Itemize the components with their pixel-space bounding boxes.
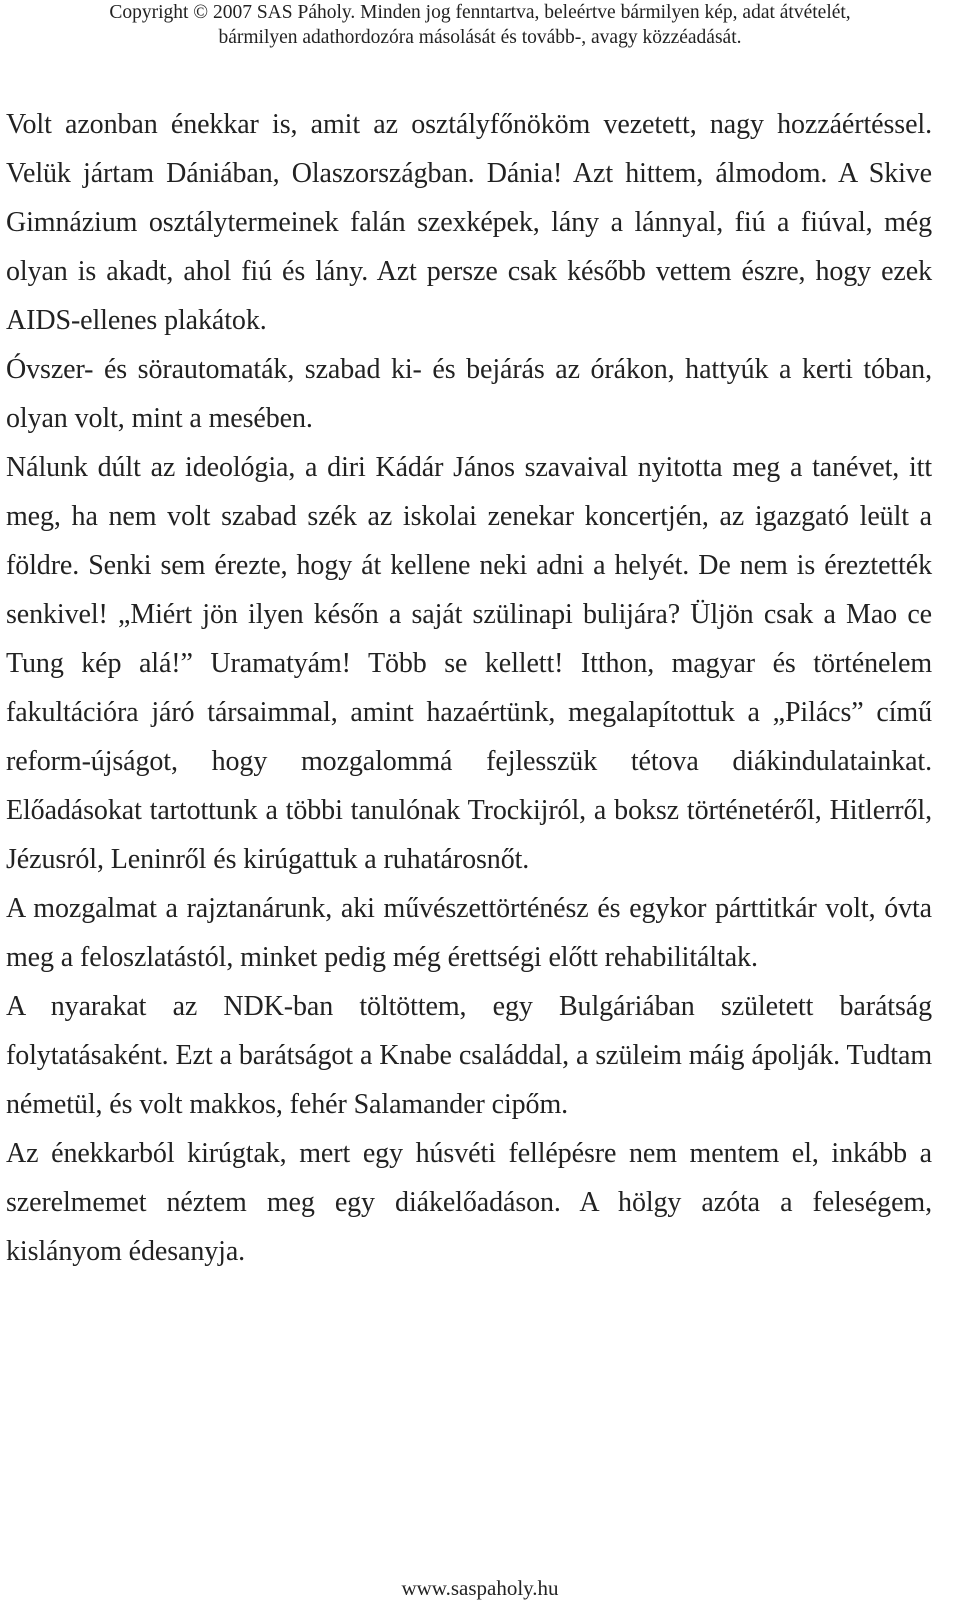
paragraph-choir: Volt azonban énekkar is, amit az osztályfőnököm vezetett, nagy hozzáértéssel. Velük jártam Dániában, Olaszországban. Dánia! Azt hittem, álmodom. A Skive Gimnázium osztálytermeinek falán szexképek, lány a lánnyal, fiú a fiúval, még olyan is akadt, ahol fiú és lány. Azt persze csak később vettem észre, hogy ezek AIDS-ellenes plakátok. [6,109,932,336]
body-text [6,100,932,1276]
paragraph-movement: A mozgalmat a rajztanárunk, aki művészettörténész és egykor párttitkár volt, óvta meg a feloszlatástól, minket pedig még érettségi előtt rehabilitáltak. [6,893,932,973]
footer-url: www.saspaholy.hu [401,1576,559,1600]
copyright-line-1: Copyright © 2007 SAS Páholy. Minden jog fenntartva, beleértve bármilyen kép, adat átvételét, [109,2,851,23]
copyright-header [0,0,960,50]
paragraph-denmark: Óvszer- és sörautomaták, szabad ki- és bejárás az órákon, hattyúk a kerti tóban, olyan volt, mint a mesében. [6,354,932,434]
paragraph-ideology: Nálunk dúlt az ideológia, a diri Kádár János szavaival nyitotta meg a tanévet, itt meg, ha nem volt szabad szék az iskolai zenekar koncertjén, az igazgató leült a földre. Senki sem érezte, hogy át kellene neki adni a helyét. De nem is éreztették senkivel! „Miért jön ilyen későn a saját szülinapi bulijára? Üljön csak a Mao ce Tung kép alá!” Uramatyám! Több se kellett! Itthon, magyar és történelem fakultációra járó társaimmal, amint hazaértünk, megalapítottuk a „Pilács” című reform-újságot, hogy mozgalommá fejlesszük tétova diákindulatainkat. Előadásokat tartottunk a többi tanulónak Trockijról, a boksz történetéről, Hitlerről, Jézusról, Leninről és kirúgattuk a ruhatárosnőt. [6,452,932,875]
paragraph-summers: A nyarakat az NDK-ban töltöttem, egy Bulgáriában született barátság folytatásaként. Ezt a barátságot a Knabe családdal, a szüleim máig ápolják. Tudtam németül, és volt makkos, fehér Salamander cipőm. [6,991,932,1120]
paragraph-expelled: Az énekkarból kirúgtak, mert egy húsvéti fellépésre nem mentem el, inkább a szerelmemet néztem meg egy diákelőadáson. A hölgy azóta a feleségem, kislányom édesanyja. [6,1138,932,1267]
copyright-line-2: bármilyen adathordozóra másolását és tovább-, avagy közzéadását. [218,27,742,48]
